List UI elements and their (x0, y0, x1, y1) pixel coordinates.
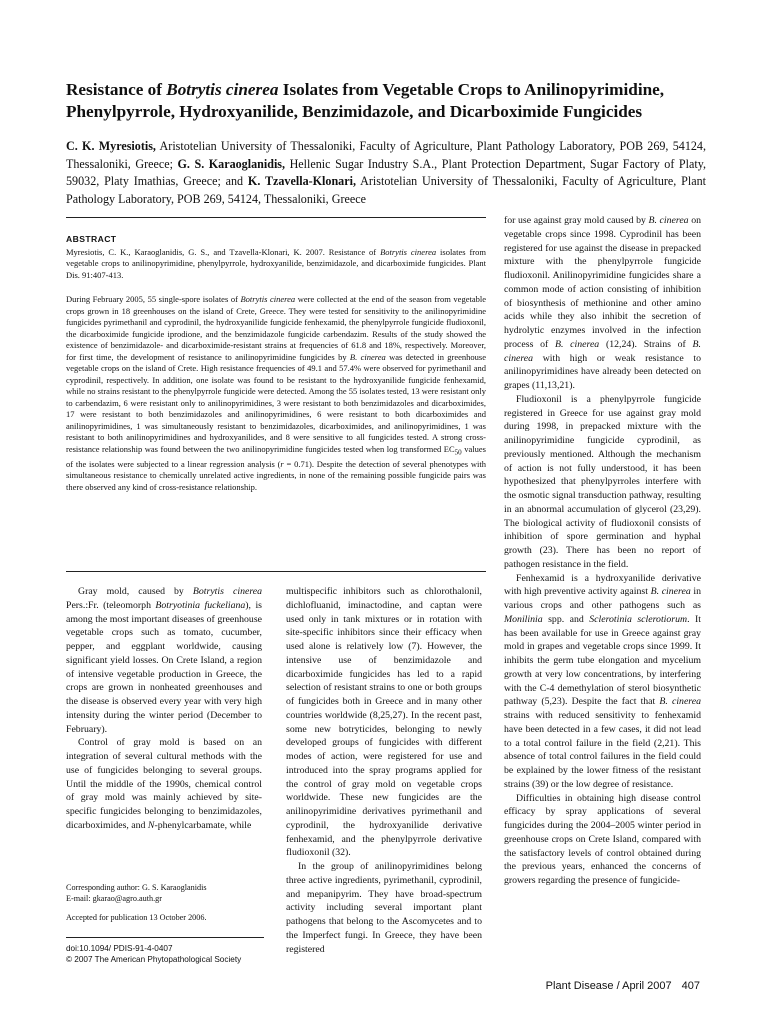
text-run: Pers.:Fr. (teleomorph (66, 599, 156, 611)
article-title (66, 79, 706, 123)
species-name: Botrytis cinerea (192, 586, 263, 597)
title-text-1: Resistance of (66, 80, 167, 99)
abstract-bottom-rule (66, 571, 486, 572)
text-run: with high or weak resistance to anilinopyrimidines have already been detected on grapes (11,13,21). (504, 352, 701, 391)
journal-issue: Plant Disease / April 2007 (545, 980, 672, 992)
citation-text-1: Myresiotis, C. K., Karaoglanidis, G. S., and Tzavella-Klonari, K. 2007. Resistance of (66, 246, 381, 257)
abstract-heading: ABSTRACT (66, 234, 117, 244)
abstract-text-1: During February 2005, 55 single-spore isolates of (66, 294, 241, 304)
text-run: . It has been available for use in Greece against gray mold in grapes and vegetable crops since 1999. It inhibits the germ tube elongation and mycelium growth at very low concentrations, by interfering with the C-4 demethylation of sterol biosynthetic pathway (5,23). Despite the fact that (504, 613, 701, 708)
species-name: B. cinerea (659, 696, 701, 708)
paragraph: In the group of anilinopyrimidines belong three active ingredients, pyrimethanil, cyprodinil, and mepanipyrim. They have broad-spectrum activity including several important plant pathogens that belong to the Ascomycetes and to the Imperfect fungi. In Greece, they have been registered (286, 861, 482, 955)
doi[interactable]: doi:10.1094/ PDIS-91-4-0407 (66, 944, 173, 953)
text-run: ), is among the most important diseases of greenhouse vegetable crops such as tomato, cucumber, pepper, and eggplant worldwide, causing significant yield losses. On Crete Island, a region of intensive vegetable production in Greece, the crops are grown in nonheated greenhouses and the disease is observed every year with very high intensity during the winter period (December to February). (66, 599, 262, 735)
title-species: Botrytis cinerea (166, 80, 279, 99)
paragraph: Difficulties in obtaining high disease control efficacy by spray applications of several fungicides during the 2004–2005 winter period in greenhouse crops on Crete Island, compared with the satisfactory levels of control obtained during the previous years, enhanced the concerns of growers regarding the presence of fungicide- (504, 792, 701, 886)
corresponding-author: Corresponding author: G. S. Karaoglanidis (66, 883, 207, 892)
text-run: Control of gray mold is based on an integration of several cultural methods with the use of fungicides belonging to several groups. Until the middle of the 1990s, chemical control of gray mold was mainly achieved by site-specific fungicides belonging to benzimidazoles, dicarboximides, and (66, 737, 262, 831)
text-run: Fenhexamid is a hydroxyanilide derivative with high preventive activity against (504, 572, 701, 598)
author-3-affiliation: Aristotelian University of Thessaloniki, Faculty of Agriculture, Plant Pathology Laboratory, POB 269, 54124, Thessaloniki, Greece (66, 174, 706, 206)
body-column-middle (286, 585, 482, 956)
species-name: Botryotinia fuckeliana (155, 599, 246, 611)
accepted-date: Accepted for publication 13 October 2006. (66, 913, 207, 922)
author-affiliations (66, 138, 706, 208)
paragraph: multispecific inhibitors such as chlorothalonil, dichlofluanid, iminactodine, and captan were used only in tank mixtures or in rotation with site-specific inhibitors since their efficacy when used alone is relatively low (7). However, the intensive use of benzimidazole and dicarboximide fungicides has led to a rapid selection of resistant strains to one or both groups of fungicides both in Greece and in many other countries worldwide (8,25,27). In the recent past, some new botryticides, belonging to newly developed groups of fungicides with different modes of action, were registered for use and introduced into the spray programs applied for the control of gray mold on vegetable crops worldwide. These new fungicides are the anilinopyrimidine derivatives pyrimethanil and cyprodinil, the hydroxyanilide derivative fenhexamid, and the phenylpyrrole derivative fludioxonil (32). (286, 586, 482, 859)
paragraph (66, 736, 262, 832)
citation-species: Botrytis cinerea (380, 246, 437, 257)
italic-letter: N (147, 819, 155, 831)
text-run: Gray mold, caused by (78, 586, 193, 597)
text-run: on vegetable crops since 1998. Cyprodinil has been registered for use against the disease in prepacked mixture with the phenylpyrrole fungicide fludioxonil. Anilinopyrimidine fungicides share a common mode of action consisting of inhibition of biosynthesis of methionine and other amino acids while they also inhibit the secretion of hydrolytic enzymes involved in the infection process of (504, 215, 701, 350)
paragraph (66, 585, 262, 736)
species-name: Sclerotinia sclerotiorum (589, 613, 688, 625)
copyright: © 2007 The American Phytopathological Society (66, 955, 242, 964)
species-name: B. cinerea (555, 338, 600, 350)
author-2-affiliation: Hellenic Sugar Industry S.A., Plant Protection Department, Sugar Factory of Platy, 59032, Platy Imathias, Greece; and (66, 156, 706, 188)
footnote-rule (66, 937, 264, 938)
paragraph (504, 214, 701, 393)
abstract-text-2: were collected at the end of the season from vegetable crops grown in 18 greenhouses on the island of Crete, Greece. They were tested for sensitivity to the anilinopyrimidine fungicides pyrimethanil and cyprodinil, the hydroxyanilide fungicide fenhexamid, the phenylpyrrole fungicide fludioxonil, the dicarboximide fungicide iprodione, and the benzimidazole fungicide carbendazim. Results of the study showed the existence of benzimidazole- and dicarboximide-resistant strains at frequencies of 61.8 and 18%, respectively. Moreover, for first time, the development of resistance to anilinopyrimidine fungicides by (66, 294, 486, 362)
text-run: -phenylcarbamate, while (154, 819, 252, 831)
paragraph: Fludioxonil is a phenylpyrrole fungicide registered in Greece for use against gray mold during 1998, in prepacked mixture with the anilinopyrimidine fungicide cyprodinil, as previously mentioned. Although the mechanism of action is not fully understood, it has been hypothesized that phenylpyrroles interfere with the osmotic signal transduction pathway, resulting in an abnormal accumulation of glycerol (23,29). The biological activity of fludioxonil consists of inhibition of spore germination and hyphal growth (23). There has been no report of pathogen resistance in the field. (504, 393, 701, 570)
author-1-affiliation: Aristotelian University of Thessaloniki, Faculty of Agriculture, Plant Pathology Laboratory, POB 269, 54124, Thessaloniki, Greece; (66, 139, 706, 171)
abstract-species-2: B. cinerea (349, 351, 386, 362)
page-number: 407 (681, 980, 700, 992)
abstract-species-1: Botrytis cinerea (240, 294, 296, 304)
abstract-body (66, 294, 486, 493)
abstract-section (66, 234, 486, 493)
abstract-text-5: = 0.71). Despite the detection of several phenotypes with simultaneous resistance to chemically unrelated active ingredients, in none of the remaining possible fungicide pairs was there observed any kind of cross-resistance relationship. (66, 458, 486, 492)
abstract-text-3: was detected in greenhouse vegetable crops on the island of Crete. High resistance frequencies of 49.1 and 57.4% were observed for pyrimethanil and cyprodinil, respectively. In addition, one isolate was found to be resistant to the hydroxyanilide fungicide fenhexamid, while no strains resistant to the phenylpyrrole fungicide were detected. Among the 55 isolates tested, 13 were resistant only to carbendazim, 6 were resistant only to anilinopyrimidines, 3 were resistant to both benzimidazoles and dicarboximides, 17 were resistant to both benzimidazoles and anilinopyrimidines, 6 were resistant to both dicarboximides and anilinopyrimidines, 1 was simultaneously resistant to benzimidazoles, dicarboximides, and anilinopyrimidines, 1 was resistant to both anilinopyrimidines and hydroxyanilides, and 8 were sensitive to all fungicides tested. A strong cross-resistance relationship was found between the two anilinopyrimidine fungicides tested when log transformed EC (66, 351, 486, 454)
author-2: G. S. Karaoglanidis, (177, 156, 286, 171)
title-text-2: Isolates from Vegetable Crops to Anilinopyrimidine, Phenylpyrrole, Hydroxyanilide, Benzimidazole, and Dicarboximide Fungicides (66, 80, 665, 121)
species-name: B. cinerea (650, 586, 691, 598)
author-1: C. K. Myresiotis, (66, 139, 156, 153)
body-column-right (504, 214, 701, 888)
text-run: (12,24). Strains of (599, 338, 693, 350)
text-run: strains with reduced sensitivity to fenhexamid have been detected in a few cases, it did not lead to a total control failure in the field (2,21). This absence of total control failures in the field could be explained by the lower fitness of the resistant strains (39) or the low degree of resistance. (504, 710, 701, 790)
author-3: K. Tzavella-Klonari, (247, 174, 356, 188)
page-footer (536, 980, 700, 992)
body-column-left (66, 585, 262, 833)
species-name: B. cinerea (648, 215, 689, 226)
species-name: B. cinerea (504, 338, 701, 364)
abstract-citation (66, 247, 486, 282)
text-run: for use against gray mold caused by (504, 215, 649, 226)
text-run: spp. and (542, 613, 590, 625)
author-email[interactable]: E-mail: gkarao@agro.auth.gr (66, 894, 162, 903)
abstract-text-4: values of the isolates were subjected to a linear regression analysis ( (66, 443, 486, 469)
citation-text-2: isolates from vegetable crops to anilinopyrimidine, phenylpyrrole, hydroxyanilide, benzimidazole, and dicarboximide fungicides. Plant Dis. 91:407-413. (66, 246, 486, 280)
regression-r: r (280, 458, 284, 469)
ec-subscript: 50 (454, 448, 462, 457)
abstract-top-rule (66, 217, 486, 218)
text-run: in various crops and other pathogens such as (504, 586, 701, 611)
species-name: Monilinia (504, 613, 543, 625)
paragraph (504, 572, 701, 792)
